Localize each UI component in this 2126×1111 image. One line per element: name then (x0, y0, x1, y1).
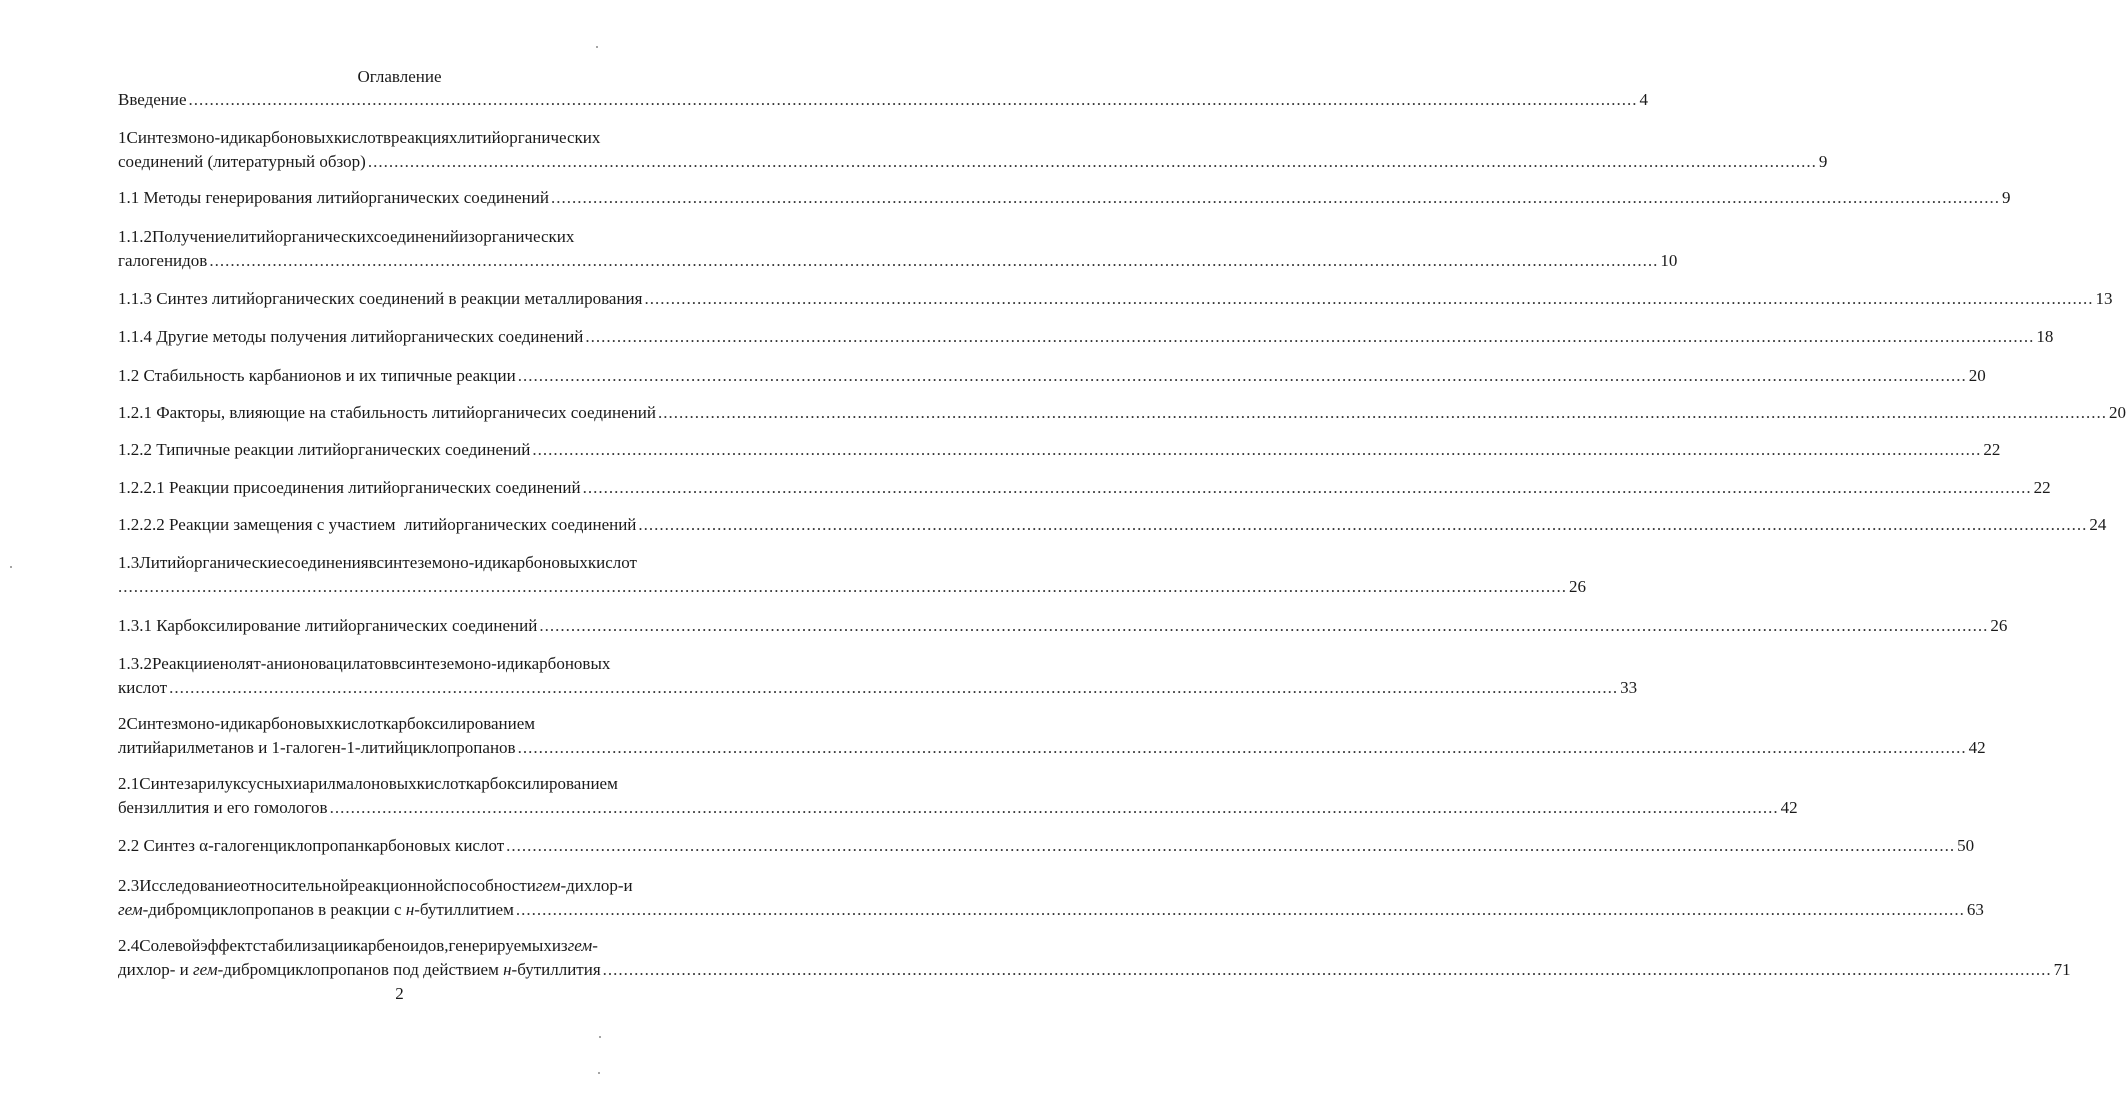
toc-entry-1-3-1[interactable] (118, 614, 2008, 638)
toc-entry-title-line1: 2.4Солевойэффектстабилизациикарбеноидов,генерируемыхизгем- (118, 936, 598, 955)
toc-entry-introduction[interactable] (118, 88, 1649, 112)
toc-entry-title-line2: литийарилметанов и 1-галоген-1-литийциклопропанов (118, 738, 516, 757)
scan-speck (596, 46, 598, 48)
toc-entry-title: 1.1.4 Другие методы получения литийорганических соединений (118, 327, 584, 346)
scan-speck (598, 1072, 600, 1074)
toc-title: Оглавление (357, 67, 442, 86)
toc-entry-title: 2.2 Синтез α-галогенциклопропанкарбоновых кислот (118, 836, 505, 855)
toc-entry-title-line1: 1Синтезмоно-идикарбоновыхкислотвреакцияхлитийорганических (118, 128, 601, 147)
toc-entry-page: 42 (1780, 798, 1798, 817)
toc-entry-page: 20 (1968, 366, 1986, 385)
toc-entry-title-line2: соединений (литературный обзор) (118, 152, 366, 171)
toc-entry-1-3-2[interactable] (118, 652, 1638, 700)
toc-entry-title-line2: галогенидов (118, 251, 208, 270)
toc-entry-page: 42 (1968, 738, 1986, 757)
scan-speck (599, 1036, 601, 1038)
toc-entry-page: 63 (1966, 900, 1984, 919)
toc-entry-page: 13 (2095, 289, 2113, 308)
toc-entry-title: 1.2.2.2 Реакции замещения с участием литийорганических соединений (118, 515, 637, 534)
toc-entry-page: 22 (2033, 478, 2051, 497)
toc-entry-page: 71 (2053, 960, 2071, 979)
page-number: 2 (395, 984, 404, 1003)
toc-entry-2-3[interactable] (118, 874, 1984, 922)
toc-entry-title: 1.2.1 Факторы, влияющие на стабильность литийорганичесих соединений (118, 403, 656, 422)
toc-entry-title: 1.3.1 Карбоксилирование литийорганических соединений (118, 616, 538, 635)
toc-entry-1[interactable] (118, 126, 1828, 174)
toc-entry-title-line1: 1.3Литийорганическиесоединениявсинтеземоно-идикарбоновыхкислот (118, 553, 637, 572)
toc-entry-2[interactable] (118, 712, 1986, 760)
toc-entry-page: 18 (2036, 327, 2054, 346)
toc-entry-page: 22 (1983, 440, 2001, 459)
toc-entry-page: 20 (2108, 403, 2126, 422)
scan-speck (10, 566, 12, 568)
toc-entry-title: 1.1 Методы генерирования литийорганических соединений (118, 188, 549, 207)
toc-entry-title: 1.2.2 Типичные реакции литийорганических соединений (118, 440, 531, 459)
toc-entry-page: 26 (1990, 616, 2008, 635)
toc-entry-1-2[interactable] (118, 364, 1986, 388)
toc-entry-title-line1: 2.1Синтезарилуксусныхиарилмалоновыхкислоткарбоксилированием (118, 774, 618, 793)
toc-entry-title-line1: 1.1.2Получениелитийорганическихсоединенийизорганических (118, 227, 575, 246)
toc-entry-1-3[interactable] (118, 551, 1586, 599)
toc-entry-title-line2: гем-дибромциклопропанов в реакции с н-бутиллитием (118, 900, 514, 919)
toc-entry-1-1[interactable] (118, 186, 2011, 210)
toc-entry-title-line2: бензиллития и его гомологов (118, 798, 328, 817)
toc-entry-title-line1: 2Синтезмоно-идикарбоновыхкислоткарбоксилированием (118, 714, 536, 733)
toc-entry-2-2[interactable] (118, 834, 1975, 858)
toc-entry-page: 26 (1569, 577, 1586, 596)
toc-entry-2-4[interactable] (118, 934, 2071, 982)
toc-entry-title: 1.1.3 Синтез литийорганических соединений в реакции металлирования (118, 289, 643, 308)
toc-entry-title: Введение (118, 90, 187, 109)
toc-entry-title: 1.2 Стабильность карбанионов и их типичные реакции (118, 366, 516, 385)
toc-entry-page: 50 (1957, 836, 1975, 855)
toc-entry-page: 9 (2001, 188, 2011, 207)
toc-entry-title-line2: дихлор- и гем-дибромциклопропанов под действием н-бутиллития (118, 960, 601, 979)
toc-entry-page: 9 (1818, 152, 1828, 171)
toc-entry-title: 1.2.2.1 Реакции присоединения литийорганических соединений (118, 478, 581, 497)
toc-entry-1-1-4[interactable] (118, 325, 2054, 349)
toc-entry-page: 4 (1639, 90, 1649, 109)
toc-entry-1-2-1[interactable] (118, 401, 2126, 425)
toc-entry-1-2-2[interactable] (118, 438, 2001, 462)
toc-entry-title-line1: 1.3.2Реакцииенолят-анионовацилатоввсинтеземоно-идикарбоновых (118, 654, 611, 673)
toc-entry-page: 33 (1620, 678, 1638, 697)
toc-entry-1-1-3[interactable] (118, 287, 2113, 311)
toc-entry-1-2-2-2[interactable] (118, 513, 2107, 537)
toc-entry-page: 24 (2089, 515, 2107, 534)
toc-entry-title-line1: 2.3Исследованиеотносительнойреакционнойспособностигем-дихлор-и (118, 876, 633, 895)
toc-entry-page: 10 (1660, 251, 1678, 270)
toc-entry-title-line2: кислот (118, 678, 168, 697)
toc-entry-2-1[interactable] (118, 772, 1798, 820)
toc-entry-1-2-2-1[interactable] (118, 476, 2051, 500)
toc-entry-1-1-2[interactable] (118, 225, 1678, 273)
